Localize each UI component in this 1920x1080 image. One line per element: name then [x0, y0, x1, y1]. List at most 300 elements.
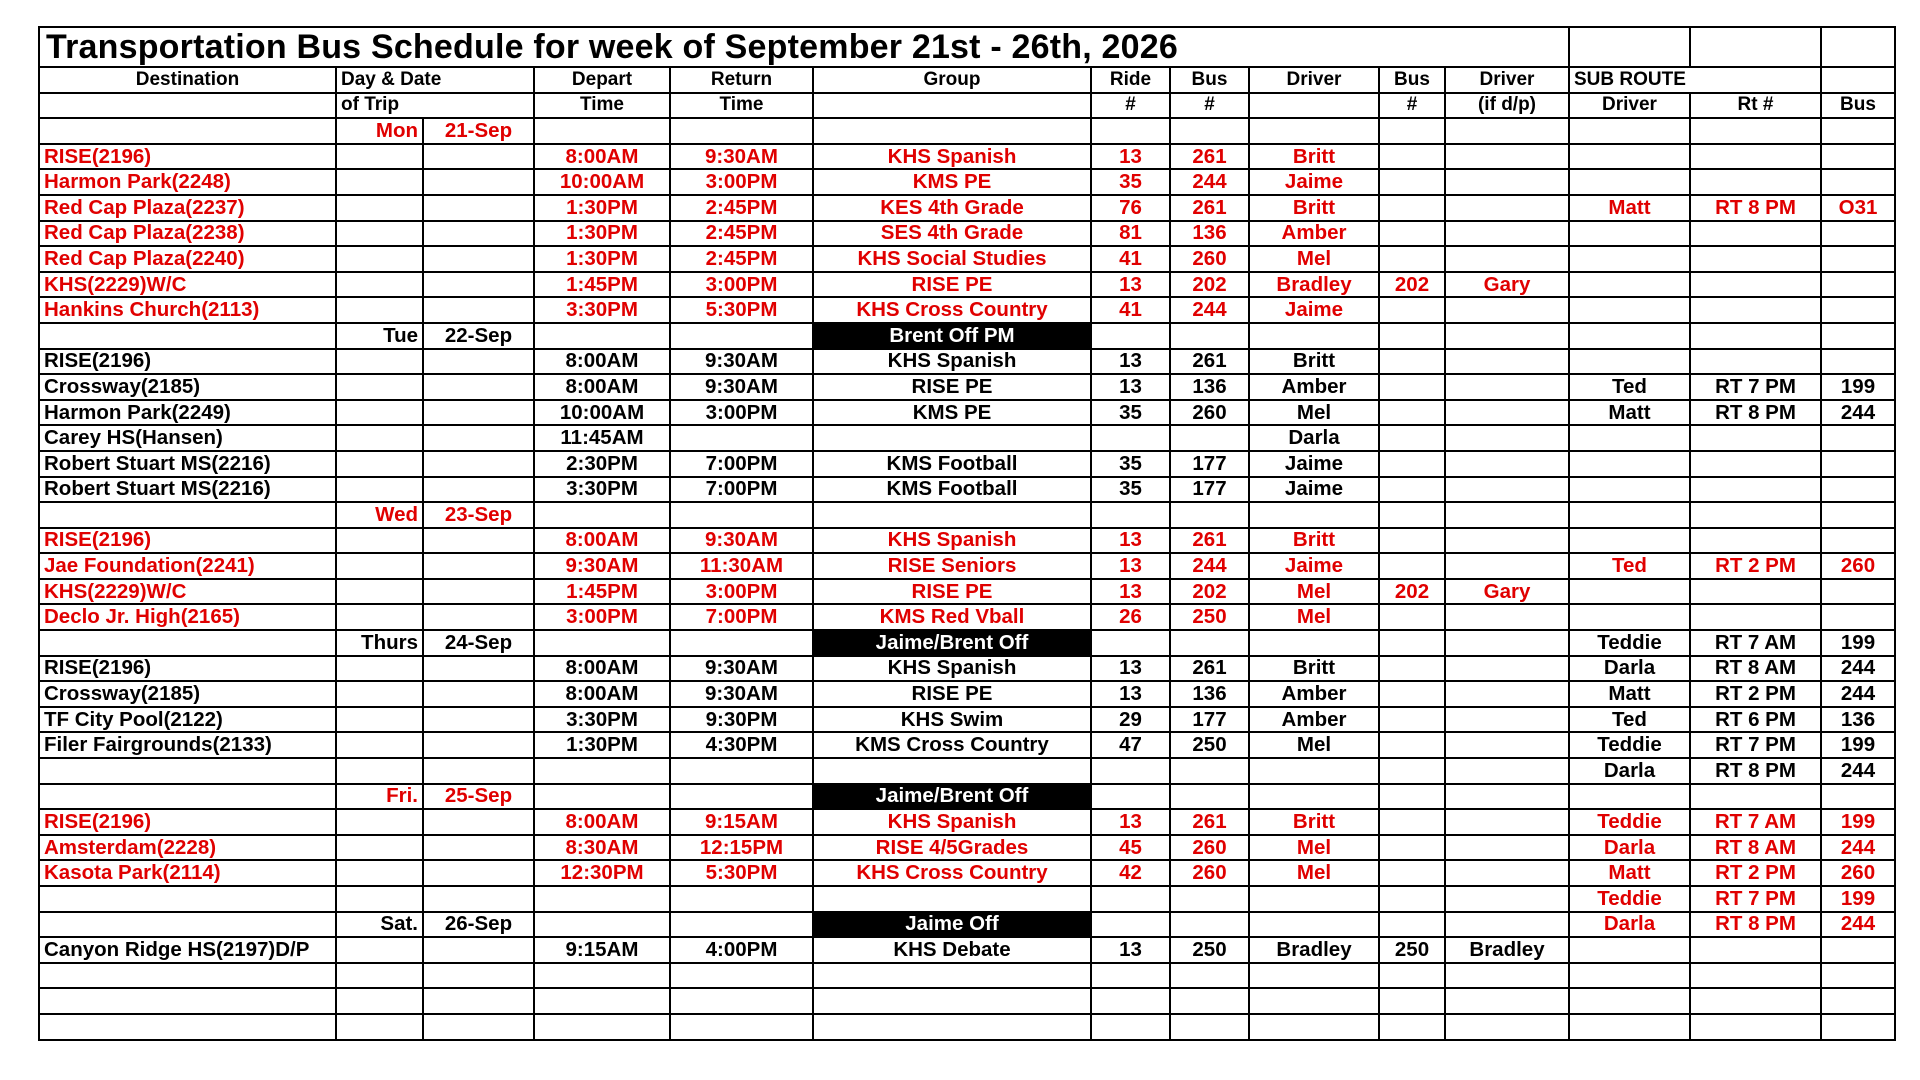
- cell-dp-bus: [1379, 1014, 1445, 1040]
- cell-date: [423, 374, 534, 400]
- header-bus-number: #: [1170, 93, 1249, 119]
- cell-dp-bus: [1379, 886, 1445, 912]
- cell-destination: [39, 963, 336, 989]
- cell-ride-number: 41: [1091, 246, 1170, 272]
- cell-sub-route: [1690, 528, 1821, 554]
- cell-driver: Mel: [1249, 400, 1379, 426]
- cell-group: KES 4th Grade: [813, 195, 1091, 221]
- cell-group: [813, 963, 1091, 989]
- cell-dp-driver: [1445, 169, 1569, 195]
- cell-depart-time: 8:00AM: [534, 656, 670, 682]
- header-dp-driver: Driver: [1445, 67, 1569, 93]
- cell-sub-route: [1690, 246, 1821, 272]
- status-bar: Brent Off PM: [813, 323, 1091, 349]
- cell-ride-number: 76: [1091, 195, 1170, 221]
- cell-driver: Jaime: [1249, 169, 1379, 195]
- cell-bus-number: 261: [1170, 528, 1249, 554]
- cell-driver: Bradley: [1249, 937, 1379, 963]
- header-dp-bus: Bus: [1379, 67, 1445, 93]
- cell-ride-number: [1091, 988, 1170, 1014]
- cell-group: [813, 425, 1091, 451]
- cell-bus-number: 260: [1170, 835, 1249, 861]
- cell-sub-bus: 199: [1821, 732, 1895, 758]
- cell-dp-bus: [1379, 502, 1445, 528]
- cell-sub-route: [1690, 349, 1821, 375]
- cell-driver: Amber: [1249, 221, 1379, 247]
- cell-group: KHS Cross Country: [813, 860, 1091, 886]
- cell-destination: Jae Foundation(2241): [39, 553, 336, 579]
- cell-destination: Canyon Ridge HS(2197)D/P: [39, 937, 336, 963]
- cell-date: [423, 758, 534, 784]
- cell-return-time: [670, 886, 813, 912]
- bus-schedule-table: [38, 26, 1896, 1041]
- cell-bus-number: 261: [1170, 349, 1249, 375]
- cell-day: [336, 400, 423, 426]
- cell-destination: RISE(2196): [39, 809, 336, 835]
- cell-sub-driver: Teddie: [1569, 732, 1690, 758]
- trip-row: [39, 246, 1895, 272]
- cell-dp-driver: [1445, 400, 1569, 426]
- cell-bus-number: 250: [1170, 604, 1249, 630]
- header-blank: [1821, 67, 1895, 93]
- cell-dp-driver: [1445, 963, 1569, 989]
- cell-destination: RISE(2196): [39, 528, 336, 554]
- cell-return-time: 9:30AM: [670, 656, 813, 682]
- cell-depart-time: 8:00AM: [534, 349, 670, 375]
- cell-sub-driver: [1569, 349, 1690, 375]
- cell-date: [423, 272, 534, 298]
- cell-driver: Darla: [1249, 425, 1379, 451]
- cell-return-time: [670, 1014, 813, 1040]
- cell-day: [336, 477, 423, 503]
- cell-date: [423, 963, 534, 989]
- cell-date: 22-Sep: [423, 323, 534, 349]
- cell-date: 24-Sep: [423, 630, 534, 656]
- cell-day: [336, 1014, 423, 1040]
- cell-return-time: 12:15PM: [670, 835, 813, 861]
- cell-sub-route: RT 8 AM: [1690, 835, 1821, 861]
- cell-sub-bus: [1821, 169, 1895, 195]
- cell-sub-bus: 244: [1821, 400, 1895, 426]
- cell-dp-bus: [1379, 451, 1445, 477]
- cell-date: [423, 937, 534, 963]
- cell-driver: Mel: [1249, 604, 1379, 630]
- cell-driver: Jaime: [1249, 451, 1379, 477]
- cell-dp-driver: [1445, 809, 1569, 835]
- cell-sub-route: RT 2 PM: [1690, 860, 1821, 886]
- cell-sub-route: [1690, 272, 1821, 298]
- header-depart-time: Time: [534, 93, 670, 119]
- cell-dp-bus: [1379, 681, 1445, 707]
- cell-group: KHS Spanish: [813, 656, 1091, 682]
- cell-sub-bus: [1821, 604, 1895, 630]
- header-driver: Driver: [1249, 67, 1379, 93]
- cell-sub-route: [1690, 937, 1821, 963]
- cell-destination: Harmon Park(2249): [39, 400, 336, 426]
- cell-dp-bus: [1379, 374, 1445, 400]
- cell-ride-number: [1091, 784, 1170, 810]
- cell-dp-bus: [1379, 477, 1445, 503]
- cell-bus-number: 244: [1170, 553, 1249, 579]
- cell-group: KMS Football: [813, 451, 1091, 477]
- cell-depart-time: [534, 963, 670, 989]
- header-of-trip: of Trip: [336, 93, 534, 119]
- cell-sub-bus: 244: [1821, 835, 1895, 861]
- cell-dp-driver: [1445, 477, 1569, 503]
- cell-date: [423, 221, 534, 247]
- cell-bus-number: [1170, 1014, 1249, 1040]
- cell-group: [813, 502, 1091, 528]
- cell-dp-bus: [1379, 758, 1445, 784]
- cell-dp-bus: [1379, 144, 1445, 170]
- cell-group: KHS Spanish: [813, 528, 1091, 554]
- cell-day: Sat.: [336, 912, 423, 938]
- cell-sub-driver: [1569, 246, 1690, 272]
- cell-date: [423, 988, 534, 1014]
- cell-dp-bus: 202: [1379, 272, 1445, 298]
- cell-return-time: 3:00PM: [670, 400, 813, 426]
- cell-ride-number: [1091, 630, 1170, 656]
- cell-return-time: 2:45PM: [670, 221, 813, 247]
- cell-dp-driver: [1445, 835, 1569, 861]
- cell-dp-bus: [1379, 656, 1445, 682]
- cell-sub-driver: [1569, 1014, 1690, 1040]
- cell-destination: RISE(2196): [39, 349, 336, 375]
- trip-row: [39, 400, 1895, 426]
- cell-sub-driver: [1569, 169, 1690, 195]
- cell-depart-time: 8:30AM: [534, 835, 670, 861]
- cell-destination: Robert Stuart MS(2216): [39, 477, 336, 503]
- cell-sub-driver: [1569, 144, 1690, 170]
- cell-ride-number: 13: [1091, 937, 1170, 963]
- cell-date: [423, 579, 534, 605]
- cell-sub-bus: 260: [1821, 553, 1895, 579]
- cell-sub-route: [1690, 169, 1821, 195]
- cell-date: [423, 169, 534, 195]
- cell-group: [813, 758, 1091, 784]
- cell-depart-time: 8:00AM: [534, 809, 670, 835]
- cell-sub-bus: [1821, 988, 1895, 1014]
- cell-day: [336, 528, 423, 554]
- cell-sub-driver: [1569, 784, 1690, 810]
- trip-row: [39, 681, 1895, 707]
- cell-sub-driver: Matt: [1569, 860, 1690, 886]
- cell-destination: KHS(2229)W/C: [39, 272, 336, 298]
- cell-group: KHS Social Studies: [813, 246, 1091, 272]
- cell-dp-bus: 250: [1379, 937, 1445, 963]
- cell-dp-bus: [1379, 604, 1445, 630]
- cell-destination: Harmon Park(2248): [39, 169, 336, 195]
- header-blank: [1249, 93, 1379, 119]
- cell-day: [336, 246, 423, 272]
- cell-destination: Carey HS(Hansen): [39, 425, 336, 451]
- day-row: [39, 118, 1895, 144]
- cell-return-time: 9:30AM: [670, 528, 813, 554]
- cell-bus-number: [1170, 630, 1249, 656]
- trip-row: [39, 553, 1895, 579]
- cell-bus-number: 202: [1170, 579, 1249, 605]
- cell-dp-driver: [1445, 553, 1569, 579]
- cell-sub-route: [1690, 297, 1821, 323]
- cell-sub-bus: [1821, 221, 1895, 247]
- cell-return-time: [670, 988, 813, 1014]
- cell-destination: KHS(2229)W/C: [39, 579, 336, 605]
- cell-sub-driver: [1569, 272, 1690, 298]
- cell-sub-driver: [1569, 477, 1690, 503]
- cell-sub-route: [1690, 579, 1821, 605]
- cell-sub-route: RT 8 AM: [1690, 656, 1821, 682]
- cell-sub-driver: Ted: [1569, 553, 1690, 579]
- cell-ride-number: [1091, 323, 1170, 349]
- cell-dp-bus: [1379, 553, 1445, 579]
- cell-sub-bus: [1821, 349, 1895, 375]
- cell-date: [423, 528, 534, 554]
- cell-date: [423, 886, 534, 912]
- cell-driver: [1249, 1014, 1379, 1040]
- cell-sub-route: RT 7 AM: [1690, 809, 1821, 835]
- cell-dp-driver: [1445, 681, 1569, 707]
- cell-day: [336, 758, 423, 784]
- trip-row: [39, 860, 1895, 886]
- cell-destination: Crossway(2185): [39, 374, 336, 400]
- cell-dp-driver: [1445, 221, 1569, 247]
- cell-bus-number: 260: [1170, 860, 1249, 886]
- cell-destination: Robert Stuart MS(2216): [39, 451, 336, 477]
- cell-date: 21-Sep: [423, 118, 534, 144]
- cell-bus-number: [1170, 963, 1249, 989]
- cell-depart-time: 10:00AM: [534, 400, 670, 426]
- cell-sub-route: RT 7 PM: [1690, 732, 1821, 758]
- cell-ride-number: 41: [1091, 297, 1170, 323]
- cell-sub-bus: [1821, 477, 1895, 503]
- cell-group: RISE PE: [813, 681, 1091, 707]
- cell-sub-bus: 136: [1821, 707, 1895, 733]
- cell-dp-bus: [1379, 835, 1445, 861]
- cell-bus-number: 261: [1170, 144, 1249, 170]
- cell-ride-number: 13: [1091, 579, 1170, 605]
- cell-bus-number: 261: [1170, 809, 1249, 835]
- cell-day: [336, 195, 423, 221]
- cell-sub-route: RT 8 PM: [1690, 912, 1821, 938]
- trip-row: [39, 297, 1895, 323]
- cell-sub-driver: Teddie: [1569, 886, 1690, 912]
- cell-sub-route: [1690, 502, 1821, 528]
- cell-return-time: 9:30AM: [670, 681, 813, 707]
- cell-dp-driver: [1445, 502, 1569, 528]
- cell-driver: Britt: [1249, 144, 1379, 170]
- cell-bus-number: 250: [1170, 732, 1249, 758]
- day-row: [39, 323, 1895, 349]
- cell-dp-bus: 202: [1379, 579, 1445, 605]
- cell-day: [336, 374, 423, 400]
- cell-dp-driver: [1445, 604, 1569, 630]
- cell-return-time: [670, 323, 813, 349]
- header-dp-bus-number: #: [1379, 93, 1445, 119]
- trip-row: [39, 477, 1895, 503]
- cell-bus-number: 250: [1170, 937, 1249, 963]
- cell-bus-number: 260: [1170, 400, 1249, 426]
- cell-return-time: [670, 784, 813, 810]
- trip-row: [39, 425, 1895, 451]
- cell-bus-number: 260: [1170, 246, 1249, 272]
- cell-ride-number: 35: [1091, 477, 1170, 503]
- trip-row: [39, 937, 1895, 963]
- cell-day: [336, 656, 423, 682]
- cell-depart-time: [534, 502, 670, 528]
- cell-sub-route: [1690, 451, 1821, 477]
- cell-sub-driver: [1569, 988, 1690, 1014]
- trip-row: [39, 374, 1895, 400]
- cell-driver: Jaime: [1249, 297, 1379, 323]
- cell-bus-number: 136: [1170, 221, 1249, 247]
- cell-dp-driver: Gary: [1445, 579, 1569, 605]
- cell-sub-driver: Ted: [1569, 707, 1690, 733]
- cell-driver: Bradley: [1249, 272, 1379, 298]
- cell-depart-time: 1:45PM: [534, 579, 670, 605]
- header-return-time: Time: [670, 93, 813, 119]
- cell-sub-driver: Teddie: [1569, 630, 1690, 656]
- cell-dp-bus: [1379, 118, 1445, 144]
- cell-driver: [1249, 784, 1379, 810]
- cell-day: [336, 681, 423, 707]
- cell-destination: Red Cap Plaza(2240): [39, 246, 336, 272]
- cell-sub-driver: Matt: [1569, 681, 1690, 707]
- title-blank-cell: [1569, 27, 1690, 67]
- cell-ride-number: 42: [1091, 860, 1170, 886]
- cell-bus-number: 261: [1170, 195, 1249, 221]
- cell-return-time: [670, 630, 813, 656]
- cell-bus-number: 177: [1170, 477, 1249, 503]
- cell-date: 26-Sep: [423, 912, 534, 938]
- trip-row: [39, 835, 1895, 861]
- cell-ride-number: 13: [1091, 553, 1170, 579]
- cell-day: [336, 144, 423, 170]
- cell-sub-bus: [1821, 579, 1895, 605]
- cell-sub-route: [1690, 963, 1821, 989]
- cell-dp-driver: [1445, 528, 1569, 554]
- cell-return-time: 7:00PM: [670, 604, 813, 630]
- cell-depart-time: 2:30PM: [534, 451, 670, 477]
- cell-day: [336, 886, 423, 912]
- trip-row: [39, 604, 1895, 630]
- cell-day: [336, 988, 423, 1014]
- cell-sub-bus: 244: [1821, 681, 1895, 707]
- cell-depart-time: 3:30PM: [534, 477, 670, 503]
- cell-dp-driver: [1445, 297, 1569, 323]
- cell-sub-bus: [1821, 272, 1895, 298]
- cell-sub-route: [1690, 784, 1821, 810]
- cell-depart-time: [534, 988, 670, 1014]
- cell-ride-number: 26: [1091, 604, 1170, 630]
- cell-return-time: 3:00PM: [670, 169, 813, 195]
- cell-return-time: 5:30PM: [670, 860, 813, 886]
- cell-date: [423, 553, 534, 579]
- cell-driver: Britt: [1249, 349, 1379, 375]
- cell-depart-time: 8:00AM: [534, 681, 670, 707]
- cell-sub-route: [1690, 1014, 1821, 1040]
- trip-row: [39, 707, 1895, 733]
- cell-depart-time: [534, 118, 670, 144]
- cell-dp-driver: [1445, 988, 1569, 1014]
- cell-depart-time: 1:30PM: [534, 221, 670, 247]
- cell-driver: [1249, 502, 1379, 528]
- trip-row: [39, 272, 1895, 298]
- cell-group: [813, 886, 1091, 912]
- cell-dp-driver: [1445, 118, 1569, 144]
- cell-ride-number: 13: [1091, 374, 1170, 400]
- cell-driver: Mel: [1249, 860, 1379, 886]
- cell-driver: Amber: [1249, 374, 1379, 400]
- cell-driver: Mel: [1249, 246, 1379, 272]
- trip-row: [39, 221, 1895, 247]
- cell-return-time: 5:30PM: [670, 297, 813, 323]
- cell-return-time: 3:00PM: [670, 579, 813, 605]
- cell-destination: Kasota Park(2114): [39, 860, 336, 886]
- cell-ride-number: 13: [1091, 809, 1170, 835]
- cell-driver: Britt: [1249, 528, 1379, 554]
- cell-sub-driver: [1569, 451, 1690, 477]
- cell-destination: [39, 988, 336, 1014]
- cell-return-time: [670, 425, 813, 451]
- cell-dp-bus: [1379, 707, 1445, 733]
- title-row: [39, 27, 1895, 67]
- cell-group: KHS Cross Country: [813, 297, 1091, 323]
- cell-destination: Filer Fairgrounds(2133): [39, 732, 336, 758]
- cell-destination: TF City Pool(2122): [39, 707, 336, 733]
- cell-sub-bus: 199: [1821, 374, 1895, 400]
- status-bar: Jaime Off: [813, 912, 1091, 938]
- cell-driver: [1249, 758, 1379, 784]
- cell-date: [423, 860, 534, 886]
- cell-depart-time: [534, 323, 670, 349]
- cell-day: [336, 272, 423, 298]
- cell-bus-number: [1170, 912, 1249, 938]
- cell-dp-bus: [1379, 349, 1445, 375]
- cell-bus-number: 177: [1170, 707, 1249, 733]
- cell-ride-number: 13: [1091, 528, 1170, 554]
- cell-group: RISE PE: [813, 579, 1091, 605]
- cell-driver: Britt: [1249, 195, 1379, 221]
- cell-return-time: [670, 118, 813, 144]
- cell-sub-driver: [1569, 118, 1690, 144]
- header-ride: Ride: [1091, 67, 1170, 93]
- cell-day: [336, 553, 423, 579]
- cell-dp-driver: [1445, 656, 1569, 682]
- cell-sub-driver: [1569, 221, 1690, 247]
- cell-bus-number: 177: [1170, 451, 1249, 477]
- cell-depart-time: 12:30PM: [534, 860, 670, 886]
- cell-ride-number: 13: [1091, 349, 1170, 375]
- cell-driver: [1249, 963, 1379, 989]
- cell-day: [336, 835, 423, 861]
- cell-sub-route: [1690, 221, 1821, 247]
- cell-sub-driver: Matt: [1569, 195, 1690, 221]
- cell-sub-route: RT 8 PM: [1690, 195, 1821, 221]
- cell-bus-number: [1170, 758, 1249, 784]
- cell-ride-number: [1091, 1014, 1170, 1040]
- cell-bus-number: [1170, 323, 1249, 349]
- cell-return-time: [670, 758, 813, 784]
- cell-group: RISE PE: [813, 272, 1091, 298]
- cell-dp-driver: Bradley: [1445, 937, 1569, 963]
- cell-day: [336, 451, 423, 477]
- cell-destination: [39, 1014, 336, 1040]
- trip-row: [39, 886, 1895, 912]
- page-title: Transportation Bus Schedule for week of September 21st - 26th, 2026: [39, 27, 1569, 67]
- cell-sub-driver: [1569, 502, 1690, 528]
- cell-sub-bus: 260: [1821, 860, 1895, 886]
- cell-bus-number: [1170, 886, 1249, 912]
